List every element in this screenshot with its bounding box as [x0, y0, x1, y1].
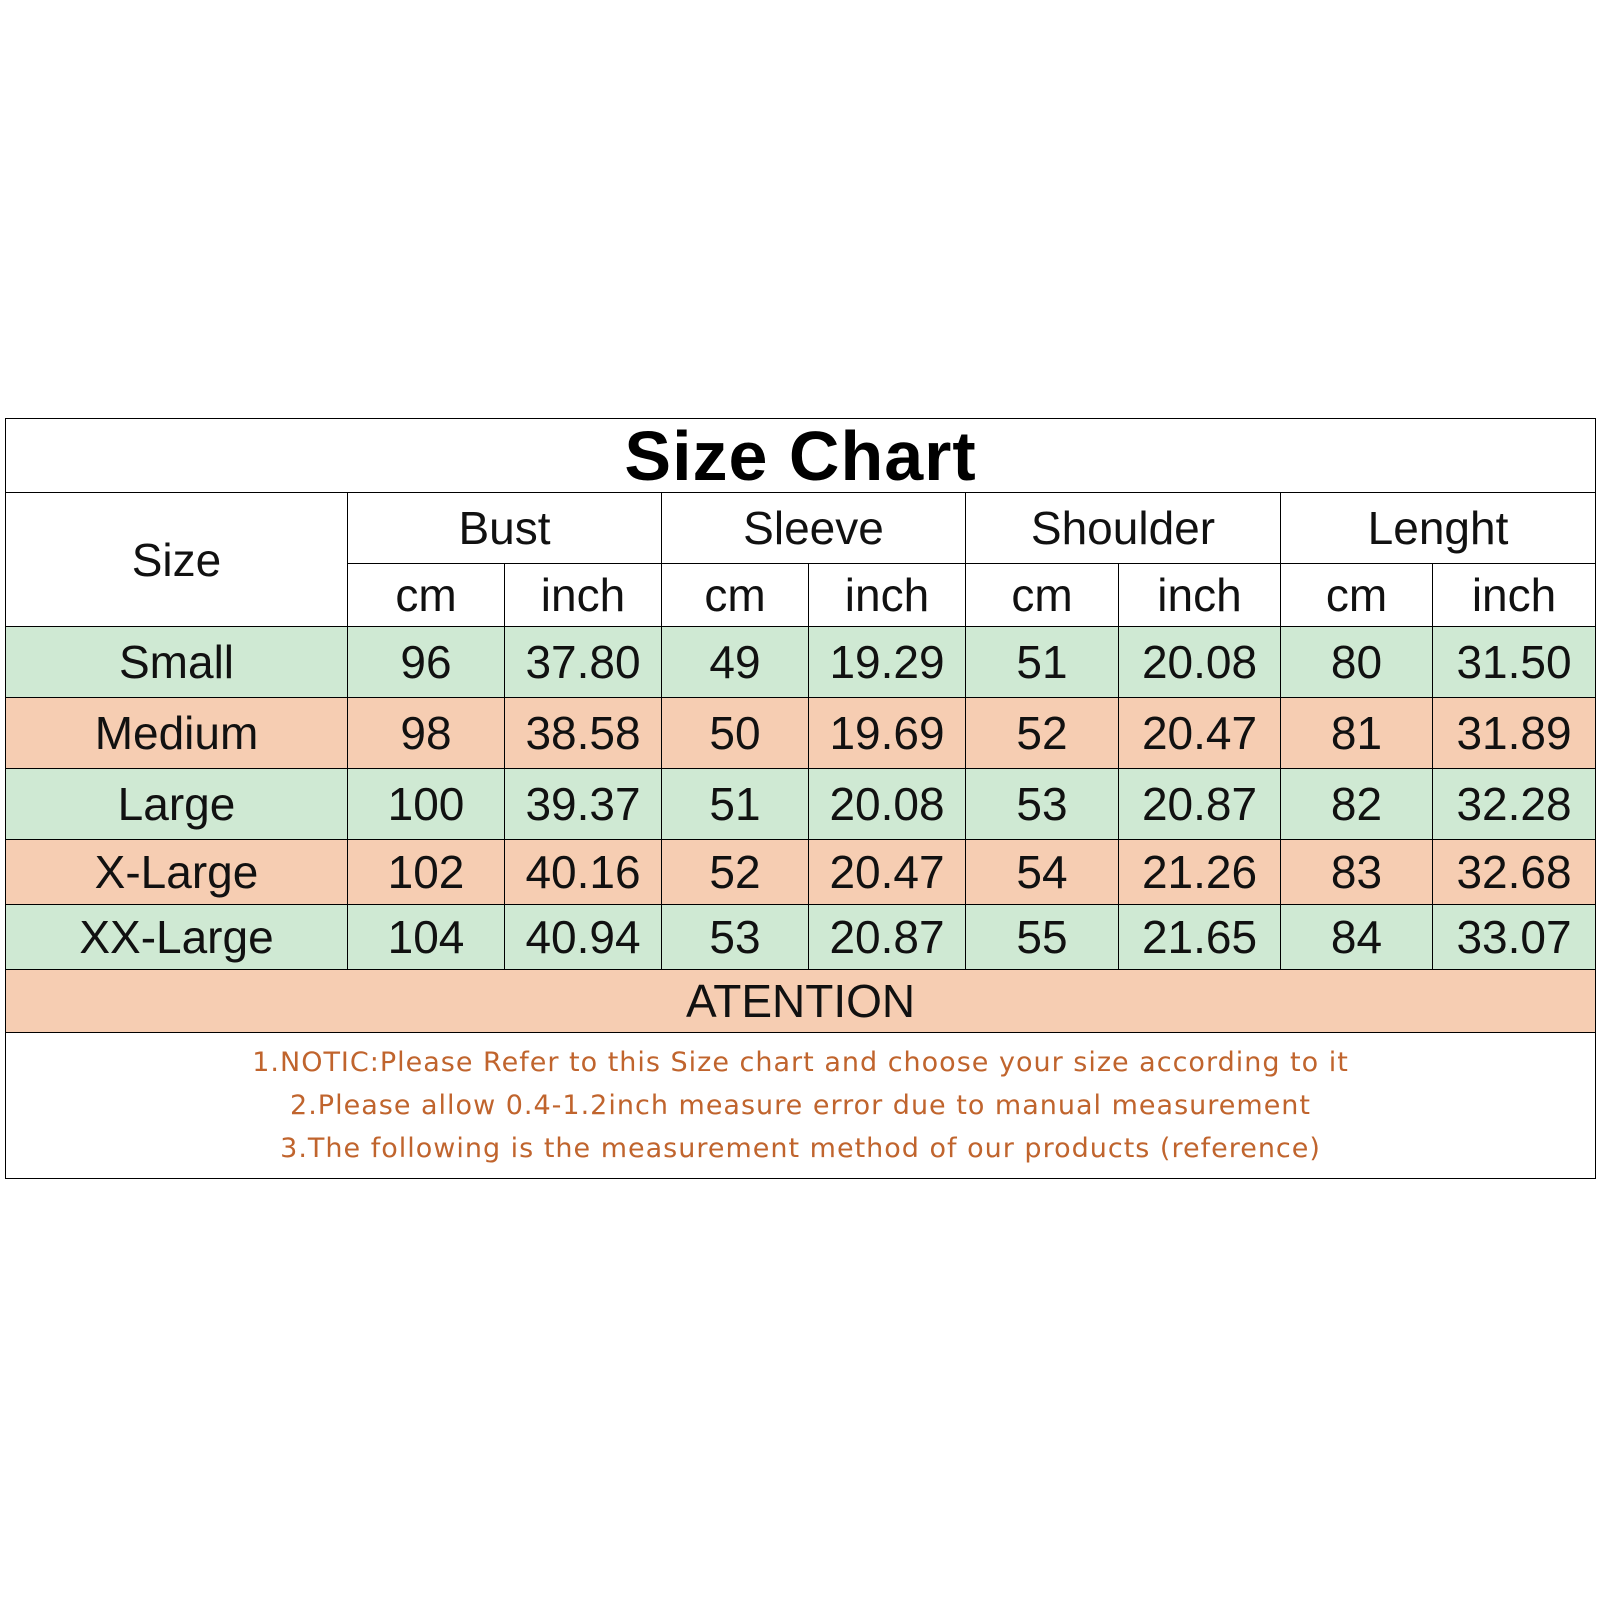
table-cell: 20.87: [809, 905, 966, 970]
table-cell: 51: [662, 769, 809, 840]
table-cell: 20.47: [809, 840, 966, 905]
table-cell: 53: [966, 769, 1119, 840]
table-cell: 54: [966, 840, 1119, 905]
note-line: 3.The following is the measurement method of our products (reference): [280, 1133, 1321, 1164]
table-cell: 21.26: [1119, 840, 1281, 905]
table-cell: 49: [662, 627, 809, 698]
table-cell: 20.87: [1119, 769, 1281, 840]
table-row: [6, 698, 1596, 769]
group-header-sleeve: Sleeve: [662, 493, 966, 564]
table-cell: 80: [1281, 627, 1433, 698]
table-cell: 82: [1281, 769, 1433, 840]
size-name: Medium: [6, 698, 348, 769]
table-row: [6, 627, 1596, 698]
table-cell: 32.68: [1433, 840, 1596, 905]
unit-header: cm: [966, 564, 1119, 627]
table-cell: 20.08: [809, 769, 966, 840]
table-cell: 96: [348, 627, 505, 698]
table-cell: 33.07: [1433, 905, 1596, 970]
table-cell: 19.69: [809, 698, 966, 769]
table-cell: 102: [348, 840, 505, 905]
group-header-bust: Bust: [348, 493, 662, 564]
unit-header: inch: [1433, 564, 1596, 627]
size-header: Size: [6, 493, 348, 627]
unit-header: cm: [348, 564, 505, 627]
table-cell: 81: [1281, 698, 1433, 769]
note-line: 2.Please allow 0.4-1.2inch measure error due to manual measurement: [290, 1090, 1312, 1121]
size-name: X-Large: [6, 840, 348, 905]
table-cell: 31.89: [1433, 698, 1596, 769]
table-cell: 21.65: [1119, 905, 1281, 970]
table-cell: 84: [1281, 905, 1433, 970]
table-cell: 37.80: [505, 627, 662, 698]
table-cell: 40.94: [505, 905, 662, 970]
size-name: XX-Large: [6, 905, 348, 970]
table-cell: 20.08: [1119, 627, 1281, 698]
table-cell: 98: [348, 698, 505, 769]
table-cell: 83: [1281, 840, 1433, 905]
group-header-shoulder: Shoulder: [966, 493, 1281, 564]
size-name: Large: [6, 769, 348, 840]
attention-banner: ATENTION: [6, 970, 1596, 1033]
table-cell: 32.28: [1433, 769, 1596, 840]
unit-header: inch: [809, 564, 966, 627]
unit-header: inch: [505, 564, 662, 627]
table-cell: 53: [662, 905, 809, 970]
table-cell: 20.47: [1119, 698, 1281, 769]
table-row: [6, 905, 1596, 970]
note-line: 1.NOTIC:Please Refer to this Size chart and choose your size according to it: [252, 1047, 1349, 1078]
group-header-length: Lenght: [1281, 493, 1596, 564]
table-cell: 19.29: [809, 627, 966, 698]
size-name: Small: [6, 627, 348, 698]
table-row: [6, 840, 1596, 905]
unit-header: inch: [1119, 564, 1281, 627]
table-cell: 51: [966, 627, 1119, 698]
unit-header: cm: [662, 564, 809, 627]
table-cell: 50: [662, 698, 809, 769]
table-cell: 52: [966, 698, 1119, 769]
table-cell: 104: [348, 905, 505, 970]
table-cell: 52: [662, 840, 809, 905]
table-cell: 55: [966, 905, 1119, 970]
table-cell: 100: [348, 769, 505, 840]
table-cell: 40.16: [505, 840, 662, 905]
notes-section: [6, 1033, 1596, 1179]
table-row: [6, 769, 1596, 840]
chart-title: Size Chart: [6, 419, 1596, 493]
table-cell: 39.37: [505, 769, 662, 840]
table-cell: 38.58: [505, 698, 662, 769]
table-cell: 31.50: [1433, 627, 1596, 698]
size-chart-table: [5, 418, 1596, 1179]
unit-header: cm: [1281, 564, 1433, 627]
